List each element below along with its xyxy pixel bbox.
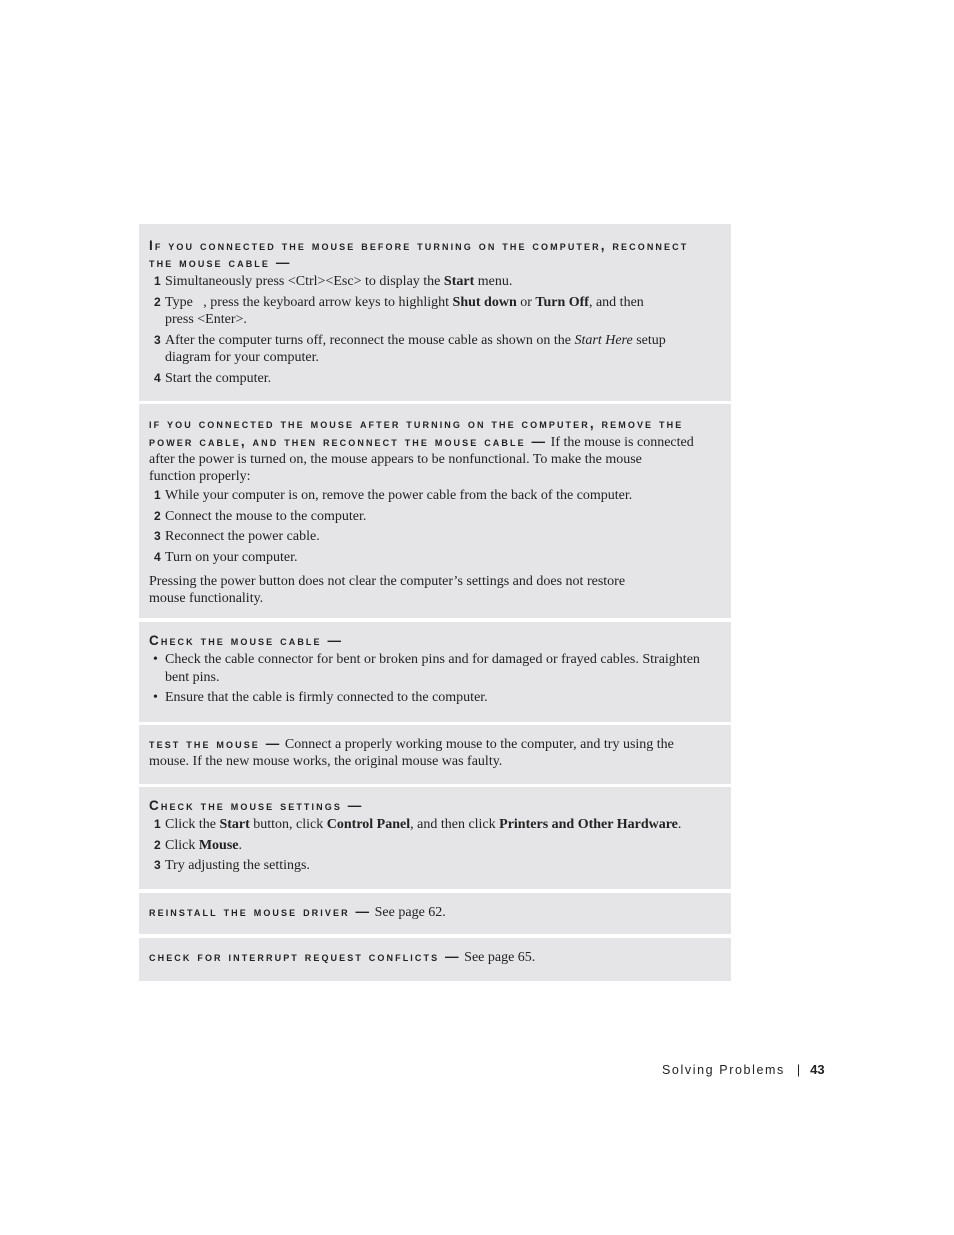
section-mouse-before-power [139,224,731,401]
section-check-mouse-cable [139,622,731,722]
section-paragraph: reinstall the mouse driver — See page 62. [149,904,446,920]
section-paragraph: test the mouse — Connect a properly working mouse to the computer, and try using the mouse. If the new mouse works, the original mouse was faulty. [149,736,674,769]
section-paragraph: check for interrupt request conflicts — See page 65. [149,949,536,965]
section-heading: If you connected the mouse before turning on the computer, reconnect the mouse cable — [149,238,689,270]
list-item: 2 Click Mouse. [154,837,243,853]
list-item: 3 Reconnect the power cable. [154,529,320,544]
list-item: 2 Type , press the keyboard arrow keys to highlight Shut down or Turn Off, and then press <Enter>. [154,294,644,327]
list-item: 3 Try adjusting the settings. [154,858,310,873]
page-number: 43 [810,1062,825,1077]
section-test-mouse [139,725,731,784]
section-reinstall-driver [139,893,731,934]
section-paragraph: if you connected the mouse after turning on the computer, remove the power cable, and then reconnect the mouse cable — If the mouse is connected after the power is turned on, the mouse appears to be nonfunctional. To make the mouse function properly: [149,416,694,484]
list-item: 1 Simultaneously press <Ctrl><Esc> to display the Start menu. [154,274,513,289]
section-heading: power cable, and then reconnect the mouse cable — [149,434,548,449]
list-item: 4 Turn on your computer. [154,549,298,565]
section-irq-conflicts [139,938,731,981]
section-check-mouse-settings [139,787,731,889]
footer-section-title: Solving Problems [662,1063,785,1077]
list-item: 3 After the computer turns off, reconnect the mouse cable as shown on the Start Here setup diagram for your computer. [154,332,666,365]
section-heading: Check the mouse settings — [149,798,364,813]
section-note: Pressing the power button does not clear the computer’s settings and does not restore mouse functionality. [149,574,626,606]
section-mouse-after-power [139,404,731,618]
section-heading: check for interrupt request conflicts — [149,949,461,964]
list-item: • Check the cable connector for bent or broken pins and for damaged or frayed cables. Straighten bent pins. [153,652,700,685]
list-item: • Ensure that the cable is firmly connected to the computer. [153,690,488,705]
footer-separator: | [796,1063,801,1077]
section-heading: Check the mouse cable — [149,633,344,648]
bullet: • [153,652,158,667]
section-heading: if you connected the mouse after turning on the computer, remove the [149,416,684,431]
section-heading: test the mouse — [149,736,282,751]
list-item: 1 While your computer is on, remove the power cable from the back of the computer. [154,488,633,503]
list-item: 4 Start the computer. [154,370,272,386]
list-item: 1 Click the Start button, click Control Panel, and then click Printers and Other Hardware. [154,817,682,832]
section-heading: reinstall the mouse driver — [149,904,372,919]
bullet: • [153,690,158,705]
page-footer [662,1062,832,1077]
list-item: 2 Connect the mouse to the computer. [154,508,367,524]
